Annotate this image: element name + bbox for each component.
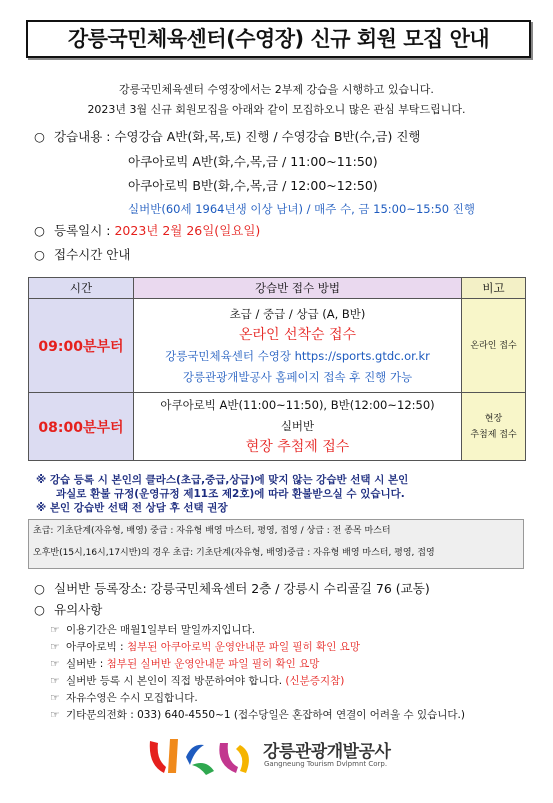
table-cell-time: 09:00분부터 [29,299,134,393]
table-header-time: 시간 [29,278,134,299]
table-header-note: 비고 [462,278,526,299]
warning-1b: 과실로 환불 규정(운영규정 제11조 제2호)에 따라 환불받으실 수 있습니다. [56,488,405,500]
register-date-label: 등록일시 : [54,223,115,238]
method-line: 강릉관광개발공사 홈페이지 접속 후 진행 가능 [182,369,413,384]
page-title: 강릉국민체육센터(수영장) 신규 회원 모집 안내 [26,20,531,58]
pointing-hand-icon: ☞ [50,658,60,670]
warning-2: ※ 본인 강습반 선택 전 상담 후 선택 권장 [36,502,228,514]
company-logo-english: Gangneung Tourism Dvlpmnt Corp. [264,760,388,768]
pointing-hand-icon: ☞ [50,709,60,721]
course-section [34,127,421,147]
course-label: 강습내용 : 수영강습 A반(화,목,토) 진행 / 수영강습 B반(수,금) 진행 [54,129,421,144]
method-line: 현장 추첨제 접수 [245,439,350,455]
pointing-hand-icon: ☞ [50,692,60,704]
list-item [50,707,465,724]
list-item [50,690,465,707]
aqua-a-line: 아쿠아로빅 A반(화,수,목,금 / 11:00~11:50) [128,154,378,169]
register-date-section [34,221,260,241]
caution-text: 아쿠아로빅 : [66,641,127,653]
table-cell-method [134,393,462,461]
list-item [50,656,465,673]
intro-text [0,80,553,120]
silver-place-text: 실버반 등록장소: 강릉국민체육센터 2층 / 강릉시 수리골길 76 (교동) [54,581,430,596]
cautions-list [50,622,465,724]
caution-text: 실버반 등록 시 본인이 직접 방문하여야 합니다. [66,675,286,687]
silver-line: 실버반(60세 1964년생 이상 남녀) / 매주 수, 금 15:00~15:50 진행 [128,202,475,216]
caution-text: 실버반 : [66,658,107,670]
method-line: 온라인 선착순 접수 [238,326,357,343]
circle-bullet-icon: ○ [34,129,45,144]
level-info-box [28,519,524,569]
aqua-b-line: 아쿠아로빅 B반(화,수,목,금 / 12:00~12:50) [128,178,378,193]
pointing-hand-icon: ☞ [50,641,60,653]
pointing-hand-icon: ☞ [50,624,60,636]
company-logo-mark-icon [146,735,258,779]
caution-text-red: (신분증지참) [285,675,345,687]
circle-bullet-icon: ○ [34,247,45,262]
warning-1a: ※ 강습 등록 시 본인의 클라스(초급,중급,상급)에 맞지 않는 강습반 선택 시 본인 [36,474,409,486]
company-logo [146,735,406,779]
table-cell-time: 08:00분부터 [29,393,134,461]
company-logo-name: 강릉관광개발공사 [263,742,391,762]
circle-bullet-icon: ○ [34,602,45,617]
circle-bullet-icon: ○ [34,581,45,596]
pointing-hand-icon: ☞ [50,675,60,687]
caution-text-red: 첨부된 실버반 운영안내문 파일 필히 확인 요망 [106,658,320,670]
register-date-value: 2023년 2월 26일(일요일) [114,223,261,238]
reception-section [34,245,130,265]
table-header-method: 강습반 접수 방법 [134,278,462,299]
list-item [50,622,465,639]
table-row [29,299,526,393]
level-info-line-1: 초급: 기초단계(자유형, 배영) 중급 : 자유형 배영 마스터, 평영, 접영 / 상급 : 전 종목 마스터 [33,526,391,536]
method-line: 아쿠아로빅 A반(11:00~11:50), B반(12:00~12:50) [160,398,435,412]
caution-text: 자유수영은 수시 모집합니다. [66,692,198,704]
cautions-label: 유의사항 [54,602,103,617]
note-line: 현장 [484,413,503,424]
caution-text: 기타문의전화 : 033) 640-4550~1 (접수당일은 혼잡하여 연결이 어려울 수 있습니다.) [66,709,465,721]
level-info-line-2: 오후반(15시,16시,17시반)의 경우 초급: 기초단계(자유형, 배영)중급 : 자유형 배영 마스터, 평영, 접영 [33,548,435,558]
note-line: 추첨제 접수 [470,429,517,440]
method-line-url: 강릉국민체육센터 수영장 https://sports.gtdc.or.kr [165,348,430,363]
cautions-section [34,600,102,620]
method-line: 초급 / 중급 / 상급 (A, B반) [229,306,366,321]
method-line: 실버반 [280,419,315,433]
list-item [50,639,465,656]
table-cell-method [134,299,462,393]
reception-table [28,277,526,461]
table-row [29,393,526,461]
table-header-row [29,278,526,299]
caution-text: 이용기간은 매월1일부터 말일까지입니다. [66,624,256,636]
intro-line-1: 강릉국민체육센터 수영장에서는 2부제 강습을 시행하고 있습니다. [119,83,434,96]
reception-label: 접수시간 안내 [54,247,131,262]
table-cell-note: 온라인 접수 [462,299,526,393]
list-item [50,673,465,690]
circle-bullet-icon: ○ [34,223,45,238]
caution-text-red: 첨부된 아쿠아로빅 운영안내문 파일 필히 확인 요망 [126,641,360,653]
table-cell-note [462,393,526,461]
silver-place-section [34,579,430,599]
intro-line-2: 2023년 3월 신규 회원모집을 아래와 같이 모집하오니 많은 관심 부탁드립니다. [87,103,466,116]
